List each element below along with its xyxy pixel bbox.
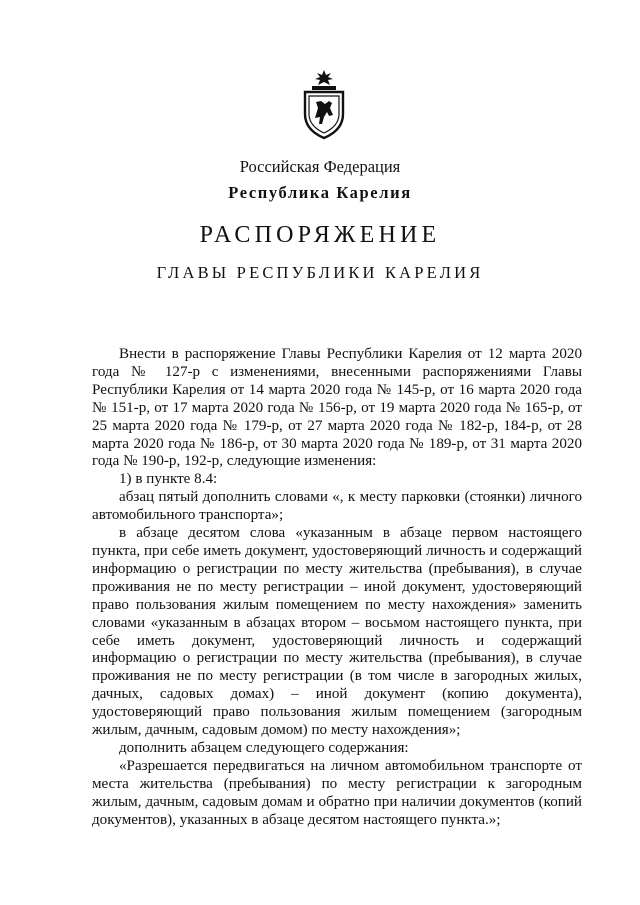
- karelia-coat-of-arms-icon: [298, 68, 350, 140]
- paragraph-quote: «Разрешается передвигаться на личном автомобильном транспорте от места жительства (пребывания) по месту регистрации к загородным жилым, дачным, садовым домам и обратно при наличии документов (копий документов), указанных в абзаце десятом настоящего пункта.»;: [92, 757, 582, 828]
- paragraph-item-1: 1) в пункте 8.4:: [119, 471, 218, 488]
- paragraph-amend-10: в абзаце десятом слова «указанным в абзаце первом настоящего пункта, при себе иметь документ, удостоверяющий личность и содержащий информацию о регистрации по месту жительства (пребывания), в случае проживания не по месту регистрации – иной документ, удостоверяющий право пользования жилым помещением по месту нахождения» заменить словами «указанным в абзацах втором – восьмом настоящего пункта, при себе иметь документ, удостоверяющий личность и содержащий информацию о регистрации по месту жительства (пребывания), в случае проживания не по месту регистрации (в том числе в загородных жилых, дачных, садовых домах) – иной документ (копию документа), удостоверяющий право пользования жилым помещением (загородным жилым, дачным, садовым домом) по месту нахождения»;: [92, 525, 582, 739]
- republic-title: Республика Карелия: [228, 183, 412, 202]
- paragraph-add: дополнить абзацем следующего содержания:: [119, 739, 409, 756]
- paragraph-amend-5: абзац пятый дополнить словами «, к месту парковки (стоянки) личного автомобильного транспорта»;: [92, 489, 582, 524]
- federation-title: Российская Федерация: [239, 157, 401, 176]
- issuer-title: ГЛАВЫ РЕСПУБЛИКИ КАРЕЛИЯ: [156, 263, 484, 282]
- document-body: [92, 346, 582, 829]
- paragraph-intro: Внести в распоряжение Главы Республики Карелия от 12 марта 2020 года № 127-р с изменениями, внесенными распоряжениями Главы Республики Карелия от 14 марта 2020 года № 145-р, от 16 марта 2020 года № 151-р, от 17 марта 2020 года № 156-р, от 19 марта 2020 года № 165-р, от 25 марта 2020 года № 179-р, от 27 марта 2020 года № 182-р, 184-р, от 28 марта 2020 года № 186-р, от 30 марта 2020 года № 189-р, от 31 марта 2020 года № 190-р, 192-р, следующие изменения:: [92, 346, 582, 470]
- document-type-title: РАСПОРЯЖЕНИЕ: [199, 222, 441, 248]
